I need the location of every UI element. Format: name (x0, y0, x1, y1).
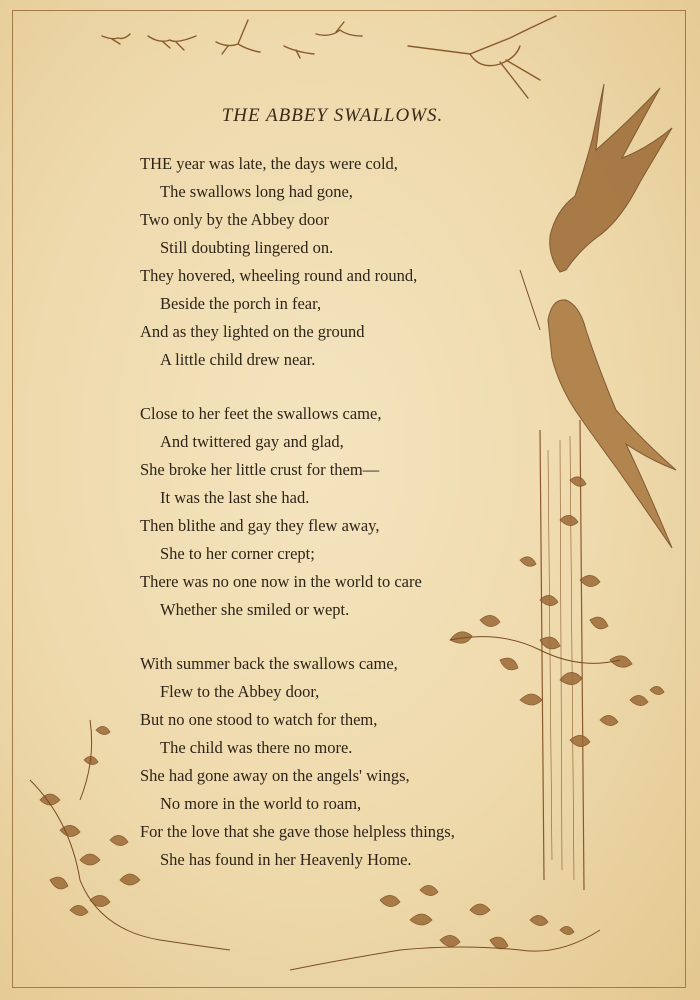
poem-line: A little child drew near. (160, 350, 316, 369)
poem-line: No more in the world to roam, (160, 794, 362, 813)
flying-swallow-icon (408, 16, 556, 98)
flying-bird-icon (316, 22, 362, 36)
poem-line: THE year was late, the days were cold, (140, 154, 398, 173)
poem-line: The child was there no more. (160, 738, 353, 757)
poem-line: There was no one now in the world to care (140, 572, 422, 591)
stanza (140, 650, 540, 874)
ivy-foliage (40, 726, 140, 915)
poem-line: Beside the porch in fear, (160, 294, 322, 313)
flying-bird-icon (102, 34, 130, 44)
poem-line: With summer back the swallows came, (140, 654, 398, 673)
poem-line: Still doubting lingered on. (160, 238, 334, 257)
poem-line: The swallows long had gone, (160, 182, 353, 201)
poem-line: She has found in her Heavenly Home. (160, 850, 412, 869)
poem-line: It was the last she had. (160, 488, 310, 507)
stanza (140, 400, 540, 624)
stanza (140, 150, 540, 374)
poem-title: THE ABBEY SWALLOWS. (221, 105, 444, 126)
wooden-post (540, 420, 584, 890)
poem-line: She had gone away on the angels' wings, (140, 766, 410, 785)
perched-swallow-icon (548, 300, 676, 548)
poem-line: Flew to the Abbey door, (160, 682, 320, 701)
flying-bird-icon (216, 20, 260, 54)
poem-line: For the love that she gave those helpless things, (140, 822, 455, 841)
poem-body (140, 150, 540, 900)
poem-line: Two only by the Abbey door (140, 210, 330, 229)
flying-bird-icon (148, 36, 196, 50)
flying-bird-icon (284, 46, 314, 58)
poem-line: Whether she smiled or wept. (160, 600, 350, 619)
poem-line: But no one stood to watch for them, (140, 710, 378, 729)
poem-line: She broke her little crust for them— (140, 460, 380, 479)
poem-line: And as they lighted on the ground (140, 322, 365, 341)
poem-line: Then blithe and gay they flew away, (140, 516, 380, 535)
poem-line: She to her corner crept; (160, 544, 315, 563)
poem-line: They hovered, wheeling round and round, (140, 266, 418, 285)
poem-line: And twittered gay and glad, (160, 432, 344, 451)
poem-line: Close to her feet the swallows came, (140, 404, 382, 423)
